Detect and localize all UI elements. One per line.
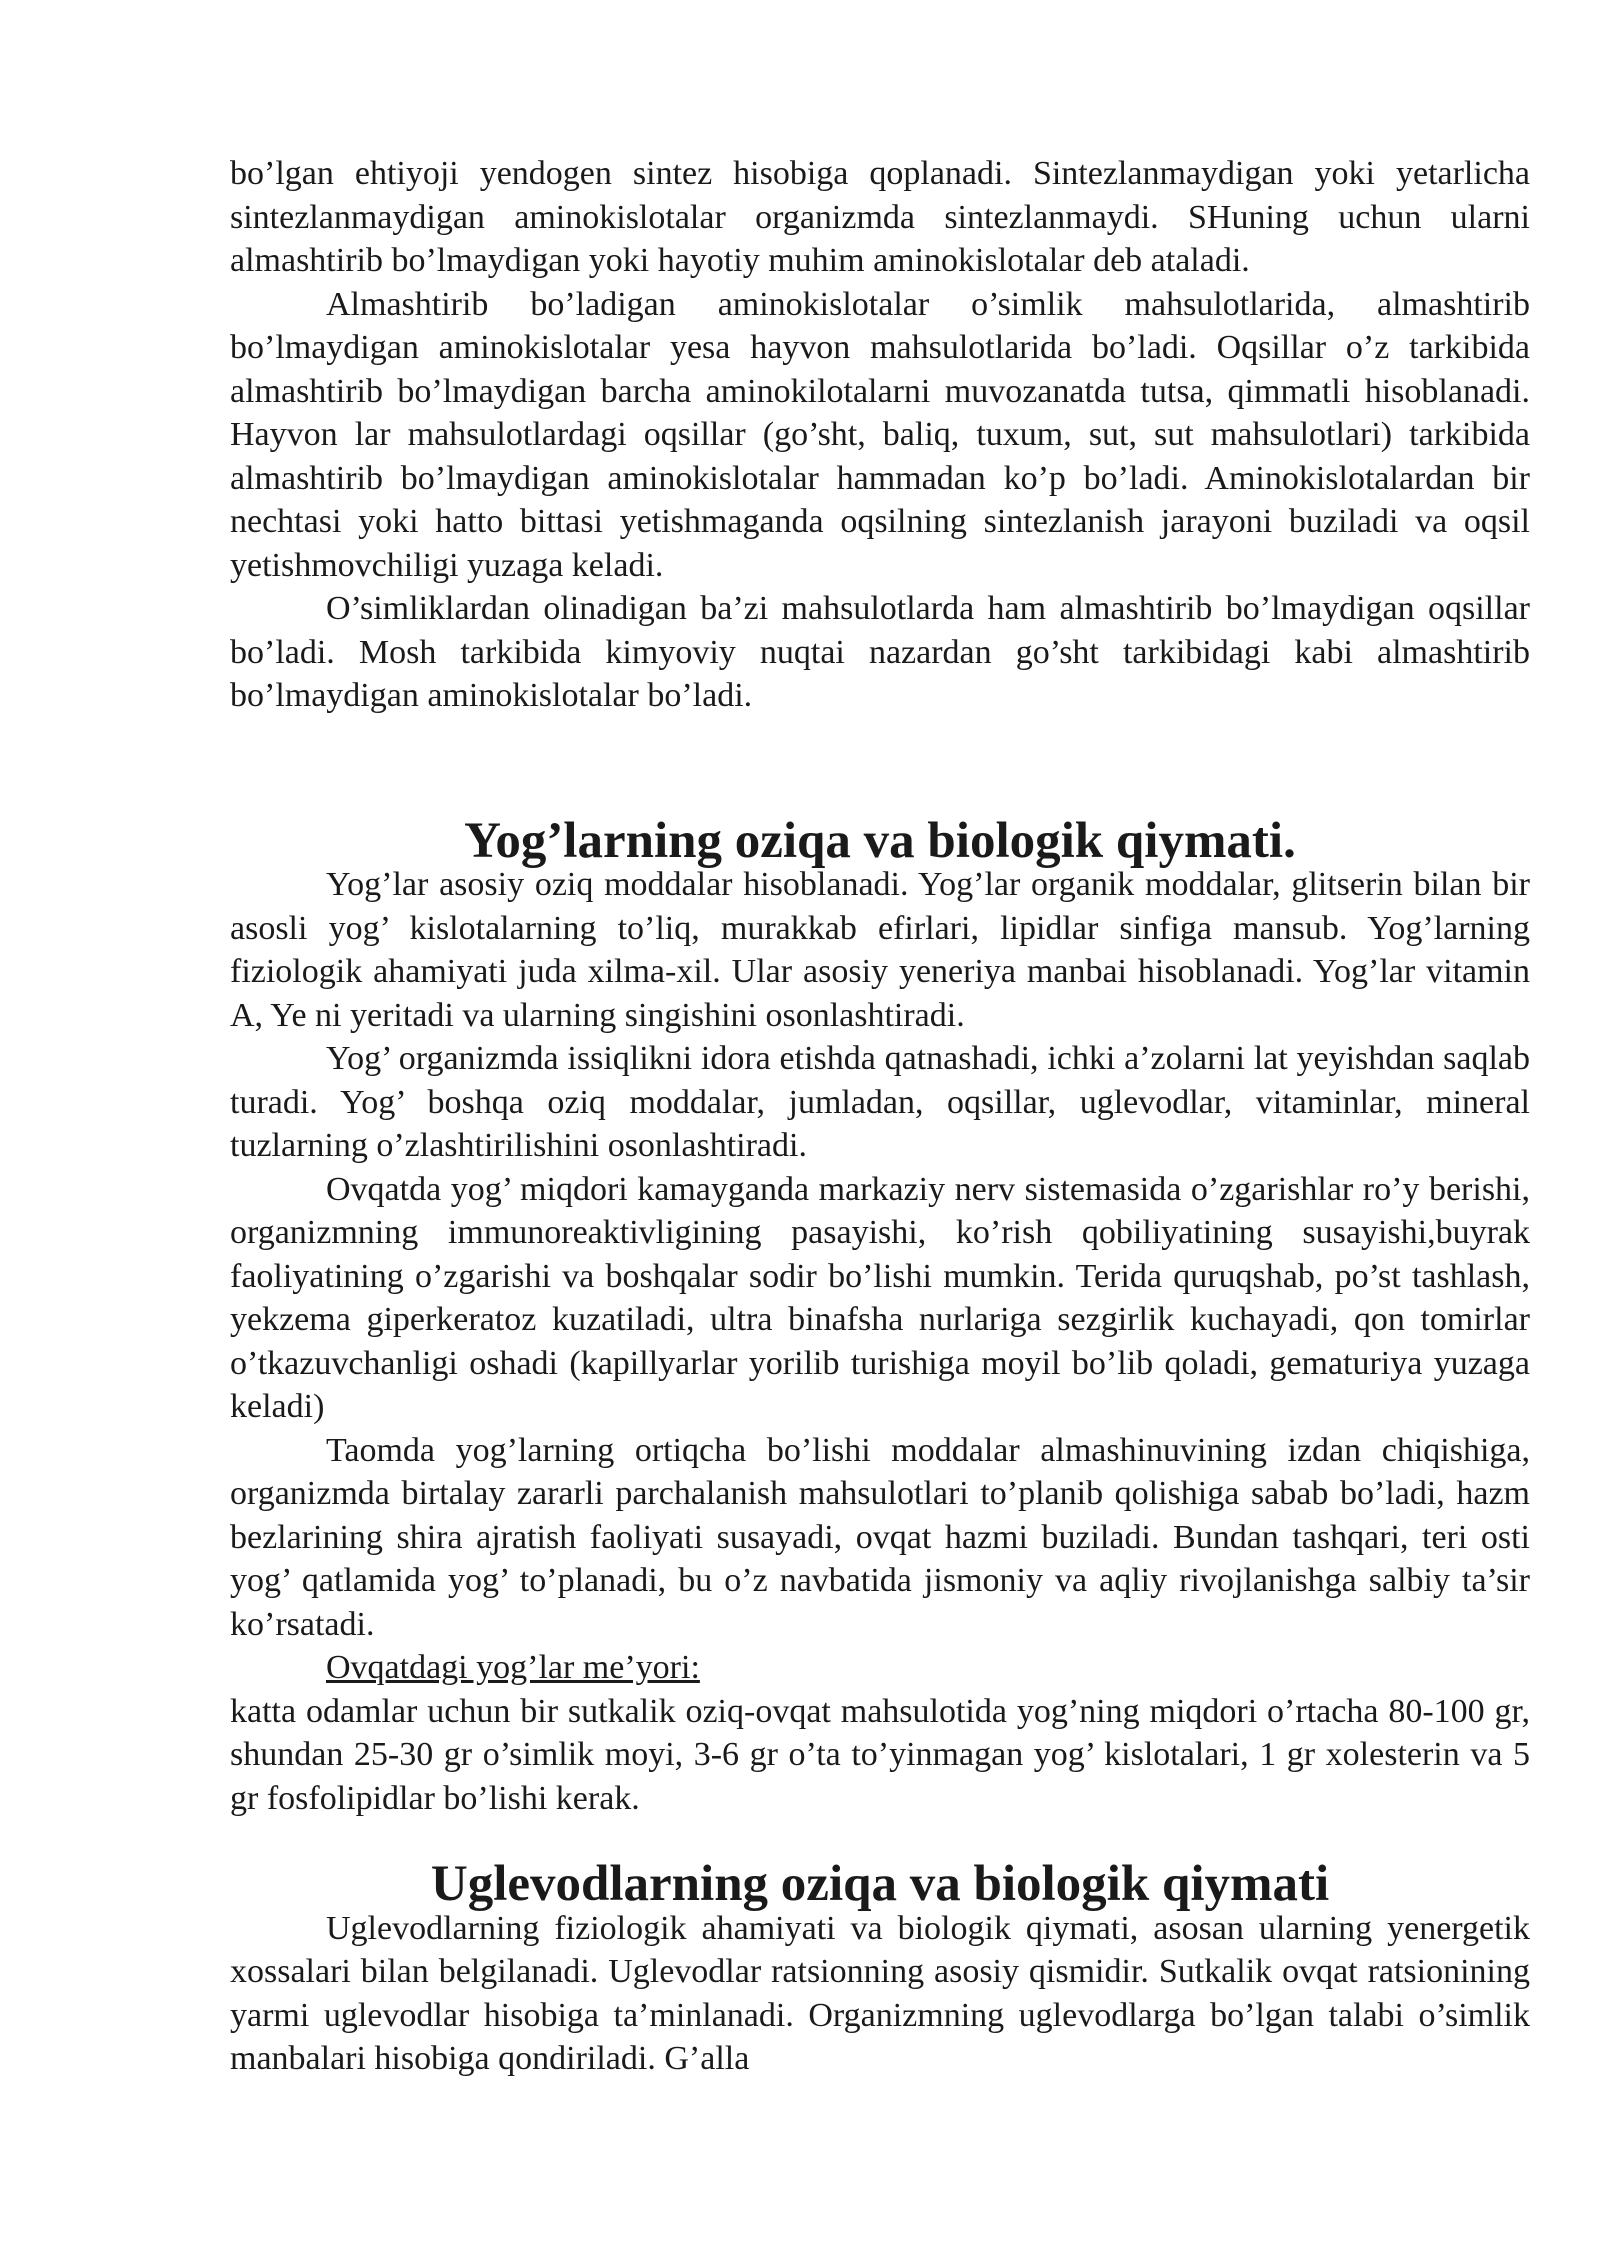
document-page bbox=[230, 152, 1530, 2081]
paragraph-fats-role: Yog’ organizmda issiqlikni idora etishda qatnashadi, ichki a’zolarni lat yeyishdan saqlab turadi. Yog’ boshqa oziq moddalar, jumladan, oqsillar, uglevodlar, vitaminlar, mineral tuzlarning o’zlashtirilishini osonlashtiradi. bbox=[230, 1040, 1530, 1164]
paragraph-fats-deficiency: Ovqatda yog’ miqdori kamayganda markaziy nerv sistemasida o’zgarishlar ro’y berishi, organizmning immunoreaktivligining pasayishi, ko’rish qobiliyatining susayishi,buyrak faoliyatining o’zgarishi va boshqalar sodir bo’lishi mumkin. Terida quruqshab, po’st tashlash, yekzema giperkeratoz kuzatiladi, ultra binafsha nurlariga sezgirlik kuchayadi, qon tomirlar o’tkazuvchanligi oshadi (kapillyarlar yorilib turishiga moyil bo’lib qoladi, gematuriya yuzaga keladi) bbox=[230, 1170, 1530, 1425]
paragraph-carbs-intro: Uglevodlarning fiziologik ahamiyati va biologik qiymati, asosan ularning yenergetik xossalari bilan belgilanadi. Uglevodlar ratsionning asosiy qismidir. Sutkalik ovqat ratsionining yarmi uglevodlar hisobiga ta’minlanadi. Organizmning uglevodlarga bo’lgan talabi o’simlik manbalari hisobiga qondiriladi. G’alla bbox=[230, 1909, 1530, 2077]
section-spacer bbox=[230, 718, 1530, 820]
paragraph-fats-norm: katta odamlar uchun bir sutkalik oziq-ovqat mahsulotida yog’ning miqdori o’rtacha 80-100 gr, shundan 25-30 gr o’simlik moyi, 3-6 gr o’ta to’yinmagan yog’ kislotalari, 1 gr xolesterin va 5 gr fosfolipidlar bo’lishi kerak. bbox=[230, 1692, 1530, 1817]
paragraph-plant-proteins: O’simliklardan olinadigan ba’zi mahsulotlarda ham almashtirib bo’lmaydigan oqsillar bo’ladi. Mosh tarkibida kimyoviy nuqtai nazardan go’sht tarkibidagi kabi almashtirib bo’lmaydigan aminokislotalar bo’ladi. bbox=[230, 590, 1530, 714]
paragraph-fats-excess: Taomda yog’larning ortiqcha bo’lishi moddalar almashinuvining izdan chiqishiga, organizmda birtalay zararli parchalanish mahsulotlari to’planib qolishiga sabab bo’ladi, hazm bezlarining shira ajratish faoliyati susayadi, ovqat hazmi buziladi. Bundan tashqari, teri osti yog’ qatlamida yog’ to’planadi, bu o’z navbatida jismoniy va aqliy rivojlanishga salbiy ta’sir ko’rsatadi. bbox=[230, 1431, 1530, 1643]
paragraph-continuation: bo’lgan ehtiyoji yendogen sintez hisobiga qoplanadi. Sintezlanmaydigan yoki yetarlicha sintezlanmaydigan aminokislotalar organizmda sintezlanmaydi. SHuning uchun ularni almashtirib bo’lmaydigan yoki hayotiy muhim aminokislotalar deb ataladi. bbox=[230, 155, 1530, 279]
paragraph-fats-intro: Yog’lar asosiy oziq moddalar hisoblanadi. Yog’lar organik moddalar, glitserin bilan bir asosli yog’ kislotalarning to’liq, murakkab efirlari, lipidlar sinfiga mansub. Yog’larning fiziologik ahamiyati juda xilma-xil. Ular asosiy yeneriya manbai hisoblanadi. Yog’lar vitamin A, Ye ni yeritadi va ularning singishini osonlashtiradi. bbox=[230, 866, 1530, 1034]
heading-carbs: Uglevodlarning oziqa va biologik qiymati bbox=[430, 1856, 1330, 1912]
heading-fats: Yog’larning oziqa va biologik qiymati. bbox=[464, 812, 1296, 869]
fats-norm-label: Ovqatdagi yog’lar me’yori: bbox=[326, 1649, 700, 1686]
paragraph-amino-sources: Almashtirib bo’ladigan aminokislotalar o’simlik mahsulotlarida, almashtirib bo’lmaydigan aminokislotalar yesa hayvon mahsulotlarida bo’ladi. Oqsillar o’z tarkibida almashtirib bo’lmaydigan barcha aminokilotalarni muvozanatda tutsa, qimmatli hisoblanadi. Hayvon lar mahsulotlardagi oqsillar (go’sht, baliq, tuxum, sut, sut mahsulotlari) tarkibida almashtirib bo’lmaydigan aminokislotalar hammadan ko’p bo’ladi. Aminokislotalardan bir nechtasi yoki hatto bittasi yetishmaganda oqsilning sintezlanish jarayoni buziladi va oqsil yetishmovchiligi yuzaga keladi. bbox=[230, 285, 1530, 584]
